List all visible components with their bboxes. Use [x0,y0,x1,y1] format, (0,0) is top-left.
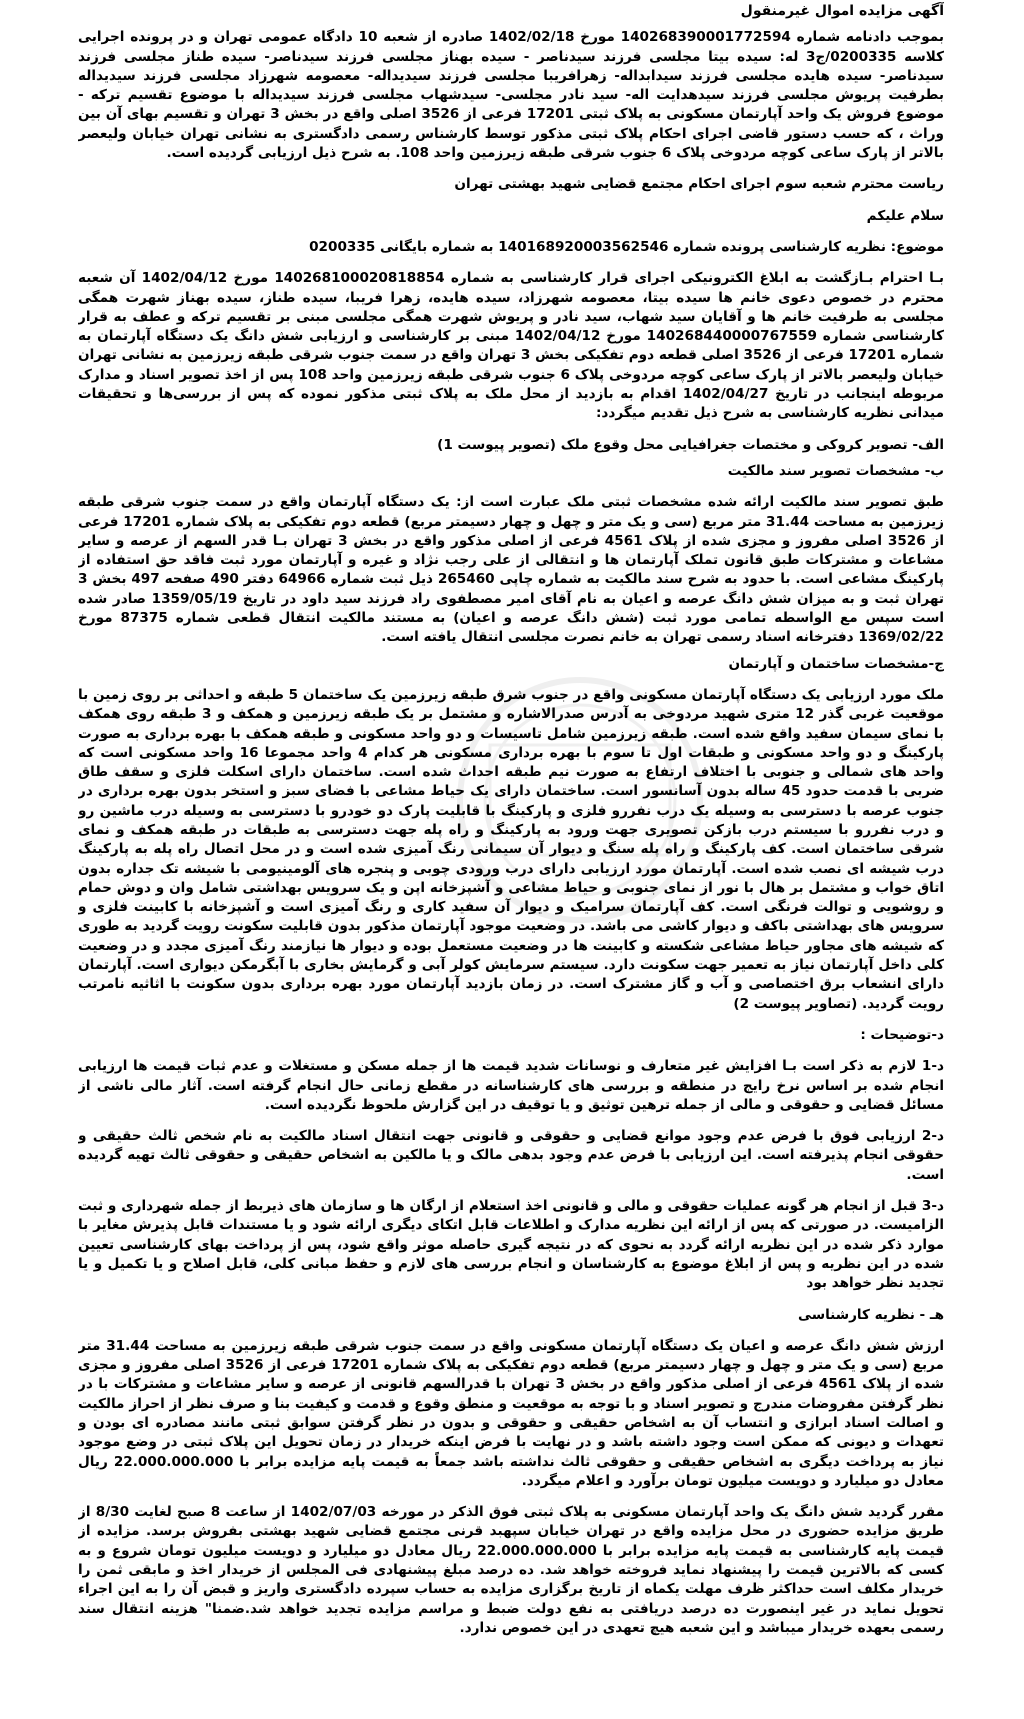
section-dal-3-paragraph: د-3 قبل از انجام هر گونه عملیات حقوقی و مالی و قانونی اخذ استعلام از ارگان ها و سازمان های ذیربط از جمله شهرداری و ثبت الزامیست. در صورتی که پس از ارائه این نظریه مدارک و اطلاعات قابل اتکای دیگری ارائه شود و یا مستندات قابل پذیرش مغایر با موارد ذکر شده در این نظریه ارائه گردد به نحوی که در نتیجه گیری حاصله موثر واقع شود، پس از پرداخت بهای کارشناسی تعیین شده در این نظریه و پس از ابلاغ موضوع به کارشناسان و انجام بررسی های لازم و حفظ مبانی کلی، قابل اصلاح و یا تکمیل و یا تجدید نظر خواهد بود [78,1198,944,1292]
section-dal-heading: د-توضیحات : [860,1026,944,1043]
section-jim-heading: ج-مشخصات ساختمان و آپارتمان [728,655,944,672]
section-be-heading: ب- مشخصات تصویر سند مالکیت [727,462,944,479]
letter-subject: موضوع: نظریه کارشناسی پرونده شماره 140168920003562546 به شماره بایگانی 0200335 [309,238,944,255]
letter-body-paragraph: بـا احترام بـازگشت به ابلاغ الکترونیکی اجرای قرار کارشناسی به شماره 140268100020818854 مورخ 1402/04/12 آن شعبه محترم در خصوص دعوی خانم ها سیده بیتا، معصومه شهرزاد، سیده هایده، زهرا فریبا، سیده طناز، سیده بهناز شهرت همگی مجلسی به طرفیت خانم ها و آقایان سید شهاب، سید نادر و پریوش شهرت همگی مجلسی مبنی بر تقسیم ترکه و عطف به قرار کارشناسی شماره 140268440000767559 مورخ 1402/04/12 مبنی بر کارشناسی و ارزیابی شش دانگ یک دستگاه آپارتمان به شماره 17201 فرعی از 3526 اصلی قطعه دوم تفکیکی بخش 3 تهران واقع در سمت جنوب شرقی طبقه زیرزمین به نشانی تهران خیابان ولیعصر بالاتر از پارک ساعی کوچه مردوخی پلاک 6 جنوب شرقی طبقه زیرزمین واحد 108 پس از اخذ تصویر اسناد و مدارک مربوطه اینجانب در تاریخ 1402/04/27 اقدام به بازدید از محل ملک به پلاک ثبتی مذکور نموده که پس از بررسی‌ها و تحقیقات میدانی نظریه کارشناسی به شرح ذیل تقدیم میگردد: [78,270,944,422]
section-be-paragraph: طبق تصویر سند مالکیت ارائه شده مشخصات ثبتی ملک عبارت است از: یک دستگاه آپارتمان واقع در سمت جنوب شرقی طبقه زیرزمین به مساحت 31.44 متر مربع (سی و یک متر و چهل و چهار دسیمتر مربع) قطعه دوم تفکیکی به پلاک شماره 17201 فرعی از 3526 اصلی مفروز و مجزی شده از پلاک 4561 فرعی از اصلی مذکور واقع در بخش 3 تهران بـا قدر السهم از عرصه و سایر مشاعات و مشترکات طبق قانون تملک آپارتمان ها و انتقالی از علی رجب نژاد و غیره و آپارتمان مورد ثبت فاقد حق استفاده از پارکینگ مشاعی است. با حدود به شرح سند مالکیت به شماره چاپی 265460 ذیل ثبت شماره 64966 دفتر 490 صفحه 497 بخش 3 تهران ثبت و به میزان شش دانگ عرصه و اعیان به نام آقای امیر مصطفوی راد فرزند سید داود در تاریخ 1359/05/19 صادر شده است سپس مع الواسطه تمامی مورد ثبت (شش دانگ عرصه و اعیان) به مستند مالکیت انتقال قطعی شماره 87375 مورخ 1369/02/22 دفترخانه اسناد رسمی تهران به خانم نصرت مجلسی انتقال یافته است. [78,494,944,646]
section-he-heading: هـ - نظریه کارشناسی [797,1306,944,1323]
letter-greeting: سلام علیکم [866,207,944,224]
section-jim-paragraph: ملک مورد ارزیابی یک دستگاه آپارتمان مسکونی واقع در جنوب شرق طبقه زیرزمین یک ساختمان 5 طبقه و احداثی بر روی زمین با موقعیت غربی گذر 12 متری شهید مردوخی به آدرس صدرالاشاره و مشتمل بر یک طبقه زیرزمین و همکف و 3 طبقه روی همکف با نمای سیمان سفید واقع شده است. طبقه زیرزمین شامل تاسیسات و دو واحد مسکونی و طبقه همکف با بهره برداری به صورت پارکینگ و دو واحد مسکونی و طبقات اول تا سوم با بهره برداری مسکونی هر کدام 4 واحد مجموعا 16 واحد مسکونی است که واحد های شمالی و جنوبی با اختلاف ارتفاع به صورت نیم طبقه احداث شده است. ساختمان دارای اسکلت فلزی و سقف طاق ضربی با قدمت حدود 45 ساله بدون آسانسور است. ساختمان دارای یک حیاط مشاعی با فضای سبز و استخر بدون بهره برداری در جنوب عرصه با دسترسی به وسیله یک درب نفررو فلزی و پارکینگ با قابلیت پارک دو خودرو با دسترسی به وسیله درب ماشین رو و درب نفررو با سیستم درب بازکن تصویری جهت ورود به پارکینگ و راه پله جهت دسترسی به طبقات در طبقه همکف و نمای شرقی ساختمان است. کف پارکینگ و راه پله سنگ و دیوار آن سیمانی رنگ آمیزی شده است و در محل اتصال راه پله به پارکینگ درب شیشه ای نصب شده است. آپارتمان مورد ارزیابی دارای درب ورودی چوبی و پنجره های آلومینیومی با شیشه تک جداره بدون اتاق خواب و مشتمل بر هال با نور از نمای جنوبی و حیاط مشاعی و آشپزخانه اپن و یک سرویس بهداشتی شامل وان و دوش حمام و روشویی و توالت فرنگی است. کف آپارتمان سرامیک و دیوار آن سفید کاری و رنگ آمیزی است و آشپزخانه با کابینت فلزی و سرویس های بهداشتی باکف و دیوار کاشی می باشد. در وضعیت موجود آپارتمان مذکور بدون قابلیت سکونت رویت گردید به طوری که شیشه های مجاور حیاط مشاعی شکسته و کابینت ها در وضعیت مستعمل بوده و دیوار ها نیازمند رنگ آمیزی مجدد و در وضعیت کلی داخل آپارتمان نیاز به تعمیر جهت سکونت دارد. سیستم سرمایش کولر آبی و گرمایش بخاری با آبگرمکن دیواری است. آپارتمان دارای انشعاب برق اختصاصی و آب و گاز مشترک است. در زمان بازدید آپارتمان مورد بهره برداری بدون سکونت با اثاثیه نامرتب رویت گردید. (تصاویر پیوست 2) [78,686,944,1012]
section-dal-1-paragraph: د-1 لازم به ذکر است بـا افزایش غیر متعارف و نوسانات شدید قیمت ها از جمله مسکن و مستغلات و عدم ثبات قیمت ها ارزیابی انجام شده بر اساس نرخ رایج در منطقه و بررسی های کارشناسانه در مقطع زمانی حال انجام گرفته است. آثار مالی ناشی از مسائل قضایی و حقوقی و مالی از جمله ترهین توثیق و یا توقیف در این گزارش ملحوظ نگردیده است. [78,1058,944,1113]
section-he-paragraph: ارزش شش دانگ عرصه و اعیان یک دستگاه آپارتمان مسکونی واقع در سمت جنوب شرقی طبقه زیرزمین به مساحت 31.44 متر مربع (سی و یک متر و چهل و چهار دسیمتر مربع) قطعه دوم تفکیکی به پلاک شماره 17201 فرعی از 3526 اصلی مفروز و مجزی شده از پلاک 4561 فرعی از اصلی مذکور واقع در بخش 3 تهران با قدرالسهم قانونی از عرصه و سایر مشاعات و مشترکات با در نظر گرفتن مفروضات مندرج و تصویر اسناد و با توجه به موقعیت و منطق وقوع و قدمت و کیفیت بنا و صرف نظر از احراز مالکیت و اصالت اسناد ابرازی و انتساب آن به اشخاص حقیقی و حقوقی و بدون در نظر گرفتن سوابق ثبتی مانند مصادره ای بودن و تعهدات و دیونی که ممکن است وجود داشته باشد و در نهایت با فرض اینکه خریدار در زمان تحویل این پلاک ثبتی در وضع موجود نیاز به پرداخت دیگری به اشخاص حقیقی و حقوقی ثالث نداشته باشد جمعاً به قیمت پایه مزایده برابر با 22.000.000.000 ریال معادل دو میلیارد و دویست میلیون تومان برآورد و اعلام میگردد. [78,1337,944,1489]
notice-intro-paragraph: بموجب دادنامه شماره 140268390001772594 مورخ 1402/02/18 صادره از شعبه 10 دادگاه عمومی تهران و در پرونده اجرایی کلاسه 0200335/ج3 له: سیده بیتا مجلسی فرزند سیدناصر - سیده بهناز مجلسی فرزند سیدناصر- سیده طناز مجلسی فرزند سیدناصر- سیده هایده مجلسی فرزند سیدابداله- زهرافریبا مجلسی فرزند سیدیداله- معصومه شهرزاد مجلسی فرزند سیدیداله بطرفیت پریوش مجلسی فرزند سیدهدایت اله- سید نادر مجلسی- سیدشهاب مجلسی فرزند سیدیداله با موضوع تقسیم ترکه - موضوع فروش یک واحد آپارتمان مسکونی به پلاک ثبتی 17201 فرعی از 3526 اصلی واقع در بخش 3 تهران و تقسیم بهای آن بین وراث ، که حسب دستور قاضی اجرای احکام پلاک ثبتی مذکور توسط کارشناس رسمی دادگستری به نشانی تهران خیابان ولیعصر بالاتر از پارک ساعی کوچه مردوخی پلاک 6 جنوب شرقی طبقه زیرزمین واحد 108. به شرح ذیل ارزیابی گردیده است. [78,29,944,162]
letter-addressee: ریاست محترم شعبه سوم اجرای احکام مجتمع قضایی شهید بهشتی تهران [454,176,944,193]
auction-notice-document [78,2,944,1714]
section-alef-heading: الف- تصویر کروکی و مختصات جغرافیایی محل وقوع ملک (تصویر پیوست 1) [437,436,944,453]
closing-paragraph: مقرر گردید شش دانگ یک واحد آپارتمان مسکونی به پلاک ثبتی فوق الذکر در مورخه 1402/07/03 از ساعت 8 صبح لغایت 8/30 از طریق مزایده حضوری در محل مزایده واقع در تهران خیابان سپهبد قرنی مجتمع قضایی شهید بهشتی بفروش برسد. مزایده از قیمت پایه کارشناسی به قیمت پایه مزایده برابر با 22.000.000.000 ریال معادل دو میلیارد و دویست میلیون تومان شروع و به کسی که بالاترین قیمت را پیشنهاد نماید فروخته خواهد شد. ده درصد مبلغ پیشنهادی فی المجلس از خریدار اخذ و مابقی ثمن را خریدار مکلف است حداکثر ظرف مهلت یکماه از تاریخ برگزاری مزایده به حساب سپرده دادگستری واریز و قبض آن را به این اجراء تحویل نماید در غیر اینصورت ده درصد دریافتی به نفع دولت ضبط و مراسم مزایده تجدید خواهد شد.ضمنا" هزینه انتقال سند رسمی بعهده خریدار میباشد و این شعبه هیچ تعهدی در این خصوص ندارد. [78,1504,944,1636]
notice-title: آگهی مزایده اموال غیرمنقول [740,3,944,19]
section-dal-2-paragraph: د-2 ارزیابی فوق با فرض عدم وجود موانع قضایی و حقوقی و قانونی جهت انتقال اسناد مالکیت به نام شخص ثالث حقیقی و حقوقی انجام پذیرفته است. این ارزیابی با فرض عدم وجود بدهی مالک و یا مالکین به اشخاص حقیقی و حقوقی ثالث تهیه گردیده است. [78,1128,944,1183]
